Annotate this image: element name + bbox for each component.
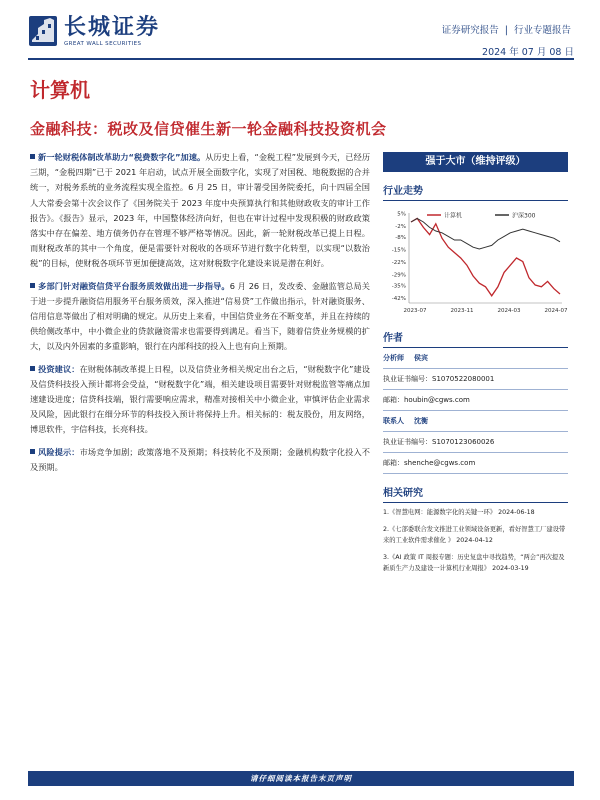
paragraph-text: 6 月 26 日，发改委、金融监管总局关于进一步提升融资信用服务平台服务质效，深入推进“信易贷”工作做出指示，针对融资服务、信用信息等做出了相对明确的规定。从历史上来看，中国信贷业务在不断变革，并且在持续的供给侧改革中，中小微企业的贷款融资需求也需要得到满足。看当下，随着信贷业务规模的扩大，以及内外因素的多重影响，银行在内部科技的投入上也有向上预期。 [30, 280, 370, 352]
cert-number: S1070522080001 [432, 375, 495, 383]
trend-section-title: 行业走势 [383, 182, 568, 201]
legend-label: 计算机 [444, 212, 463, 220]
author-role: 联系人 [383, 417, 404, 425]
legend-label: 沪深300 [512, 212, 536, 220]
report-body [30, 150, 370, 482]
related-section-title: 相关研究 [383, 484, 568, 503]
author-email-row [383, 453, 568, 474]
y-tick-label: -29% [391, 272, 406, 279]
y-tick-label: -8% [395, 234, 406, 241]
email-label: 邮箱： [383, 459, 404, 467]
paragraph-text: 在财税体制改革提上日程，以及信贷业务相关规定出台之后，“财税数字化”建设及信贷科技投入预计都将会受益，“财税数字化”端，相关建设项目需要针对财税监管等痛点加速建设进度；信贷科技端，银行需要响应需求，精准对接相关中小微企业，审慎评估企业需求及风险，因此银行在细分环节的科技投入预计将保持上升。相关标的：税友股份，用友网络，博思软件，宇信科技，长亮科技。 [30, 363, 370, 435]
related-report-title: 3.《AI 政策 IT 周报专题：历史复盘中寻找趋势，“两会”再次提及新质生产力及建设一计算机行业周报》 [383, 554, 565, 572]
trend-chart [383, 207, 568, 321]
paragraph-lead: 投资建议： [38, 363, 80, 374]
author-name-row [383, 348, 568, 369]
author-name-row [383, 411, 568, 432]
y-tick-label: 5% [397, 211, 406, 218]
y-tick-label: -2% [395, 224, 406, 231]
report-meta [439, 22, 574, 58]
cert-number: S1070123060026 [432, 438, 495, 446]
email-address[interactable]: houbin@cgws.com [404, 396, 470, 404]
paragraph-risk-warning [30, 445, 370, 475]
y-tick-label: -35% [391, 283, 406, 290]
related-report-date: 2024-06-18 [498, 509, 535, 516]
x-tick-label: 2024-03 [497, 308, 521, 314]
bullet-square-icon [30, 283, 35, 288]
related-report-date: 2024-03-19 [492, 565, 529, 572]
cert-label: 执业证书编号： [383, 375, 432, 383]
paragraph-lead: 多部门针对融资信贷平台服务质效做出进一步指导。 [38, 280, 230, 291]
footer-disclaimer: 请仔细阅读本报告末页声明 [28, 771, 574, 786]
series-line-csi300 [411, 218, 560, 249]
author-cert-row [383, 432, 568, 453]
y-tick-label: -15% [391, 247, 406, 254]
related-report-item[interactable] [383, 507, 568, 518]
author-name: 侯宾 [414, 354, 428, 362]
cert-label: 执业证书编号： [383, 438, 432, 446]
author-cert-row [383, 369, 568, 390]
related-report-item[interactable] [383, 552, 568, 574]
related-report-title: 2.《七部委联合发文推进工业领域设备更新，看好智慧工厂建设带来的工业软件需求催化 》 [383, 526, 566, 544]
paragraph-investment-advice [30, 362, 370, 438]
report-type: 证券研究报告 [441, 25, 499, 36]
report-date: 2024 年 07 月 08 日 [482, 47, 574, 58]
contact-block [383, 411, 568, 474]
authors-section-title: 作者 [383, 329, 568, 348]
related-reports-list [383, 507, 568, 574]
x-tick-label: 2024-07 [544, 308, 568, 314]
meta-separator: | [504, 25, 508, 36]
author-block [383, 348, 568, 411]
related-report-date: 2024-04-12 [456, 537, 493, 544]
x-tick-label: 2023-11 [450, 308, 474, 314]
y-tick-label: -42% [391, 296, 406, 303]
paragraph-text: 从历史上看，“金税工程”发展到今天，已经历三期，“金税四期”已于 2021 年启动，试点开展全面数字化，实现了对国税、地税数据的合并统一，对税务系统的业务流程实现全监控。6 月 25 日，审计署受国务院委托，向十四届全国人大常委会第十次会议作了《国务院关于 2023 年度中央预算执行和其他财政收支的审计工作报告》。《报告》显示，2023 年，中国整体经济向好，但也在审计过程中发现积极的财政政策落实中存在偏差、地方债务仍存在管理不够严格等情况。因此，新一轮财税改革已提上日程。而财税改革的其中一个角度，便是需要针对税收的各项环节进行数字化转型，以实现“以数治税”的目标，使财税各项环节更加便捷高效，这对财税数字化建设来说是潜在利好。 [30, 152, 371, 269]
bullet-square-icon [30, 154, 35, 159]
x-tick-label: 2023-07 [403, 308, 427, 314]
rating-badge: 强于大市（维持评级） [383, 152, 568, 172]
trend-chart-svg [383, 207, 568, 317]
paragraph-credit-platform [30, 279, 370, 355]
bullet-square-icon [30, 366, 35, 371]
author-name: 沈衡 [414, 417, 428, 425]
header-divider [28, 58, 574, 60]
email-address[interactable]: shenche@cgws.com [404, 459, 476, 467]
author-role: 分析师 [383, 354, 404, 362]
paragraph-tax-reform [30, 150, 370, 272]
paragraph-lead: 新一轮财税体制改革助力“税费数字化”加速。 [38, 152, 206, 162]
paragraph-lead: 风险提示： [38, 446, 80, 457]
industry-name: 计算机 [30, 78, 90, 102]
logo-chinese-name: 长城证券 [64, 14, 161, 40]
related-report-title: 1.《智慧电网：能源数字化的关键一环》 [383, 509, 497, 516]
logo-english-name: GREAT WALL SECURITIES [64, 41, 142, 47]
bullet-square-icon [30, 449, 35, 454]
related-report-item[interactable] [383, 524, 568, 546]
paragraph-text: 市场竞争加剧；政策落地不及预期；科技转化不及预期；金融机构数字化投入不及预期。 [30, 446, 370, 472]
great-wall-logo-icon [28, 14, 58, 48]
company-logo [28, 14, 160, 48]
email-label: 邮箱： [383, 396, 404, 404]
report-subtype: 行业专题报告 [513, 25, 571, 36]
y-tick-label: -22% [391, 260, 406, 267]
report-title: 金融科技：税改及信贷催生新一轮金融科技投资机会 [30, 120, 387, 138]
sidebar [383, 150, 568, 580]
author-email-row [383, 390, 568, 411]
